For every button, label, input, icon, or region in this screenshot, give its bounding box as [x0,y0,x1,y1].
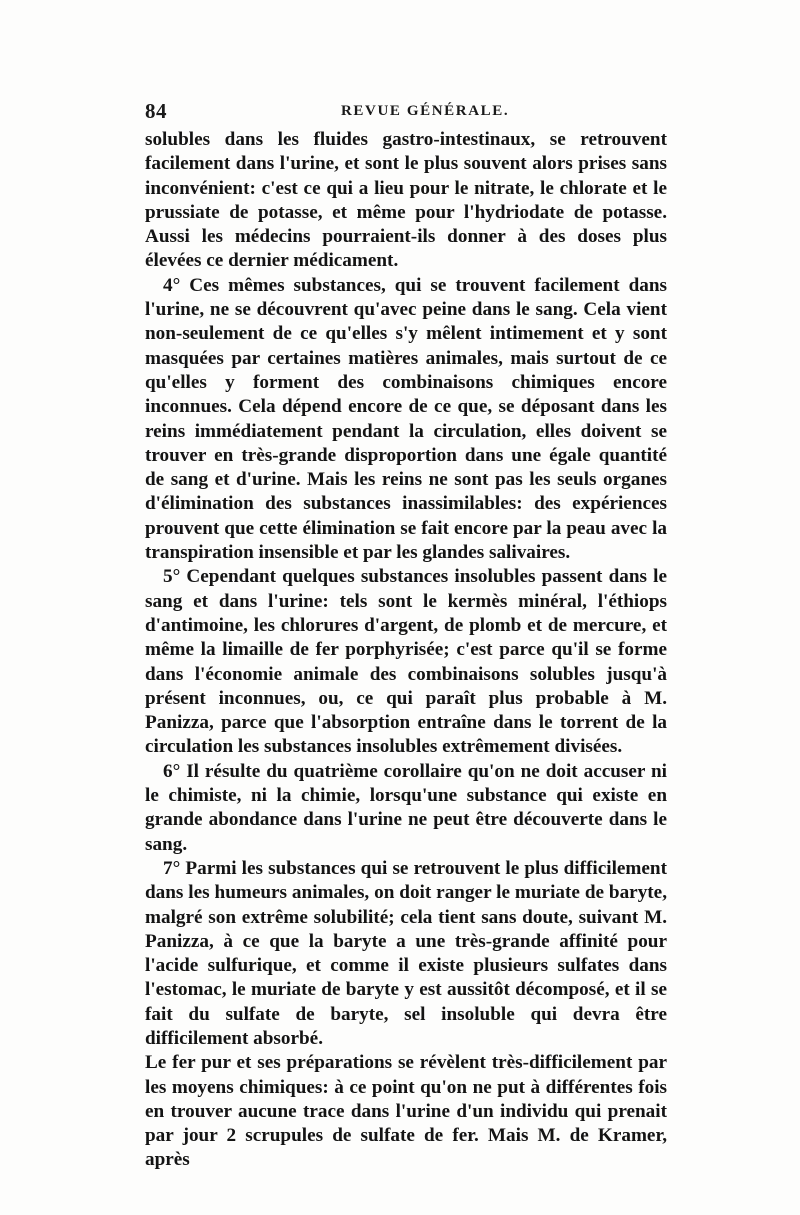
paragraph-iron: Le fer pur et ses préparations se révèlent très-difficilement par les moyens chimiques: à ce point qu'on ne put à différentes fois en trouver aucune trace dans l'urine d'un individu qui prenait par jour 2 scrupules de sulfate de fer. Mais M. de Kramer, après [145,1052,667,1171]
running-title: REVUE GÉNÉRALE. [341,103,510,119]
page-header [145,99,667,125]
paragraph-corollary-6: 6° Il résulte du quatrième corollaire qu'on ne doit accuser ni le chimiste, ni la chimie, lorsqu'une substance qui existe en grande abondance dans l'urine ne peut être découverte dans le sang. [145,760,667,855]
paragraph-continuation: solubles dans les fluides gastro-intestinaux, se retrouvent facilement dans l'urine, et sont le plus souvent alors prises sans inconvénient: c'est ce qui a lieu pour le nitrate, le chlorate et le prussiate de potasse, et même pour l'hydriodate de potasse. Aussi les médecins pourraient-ils donner à des doses plus élevées ce dernier médicament. [145,129,667,272]
paragraph-corollary-4: 4° Ces mêmes substances, qui se trouvent facilement dans l'urine, ne se découvrent qu'avec peine dans le sang. Cela vient non-seulement de ce qu'elles s'y mêlent intimement et y sont masquées par certaines matières animales, mais surtout de ce qu'elles y forment des combinaisons chimiques encore inconnues. Cela dépend encore de ce que, se déposant dans les reins immédiatement pendant la circulation, elles doivent se trouver en très-grande disproportion dans une égale quantité de sang et d'urine. Mais les reins ne sont pas les seuls organes d'élimination des substances inassimilables: des expériences prouvent que cette élimination se fait encore par la peau avec la transpiration insensible et par les glandes salivaires. [145,274,667,564]
paragraph-corollary-7: 7° Parmi les substances qui se retrouvent le plus difficilement dans les humeurs animales, on doit ranger le muriate de baryte, malgré son extrême solubilité; cela tient sans doute, suivant M. Panizza, à ce que la baryte a une très-grande affinité pour l'acide sulfurique, et comme il existe plusieurs sulfates dans l'estomac, le muriate de baryte y est aussitôt décomposé, et il se fait du sulfate de baryte, sel insoluble qui devra être difficilement absorbé. [145,857,667,1049]
page-number: 84 [145,99,167,123]
paragraph-corollary-5: 5° Cependant quelques substances insolubles passent dans le sang et dans l'urine: tels sont le kermès minéral, l'éthiops d'antimoine, les chlorures d'argent, de plomb et de mercure, et même la limaille de fer porphyrisée; c'est parce qu'il se forme dans l'économie animale des combinaisons solubles jusqu'à présent inconnues, ou, ce qui paraît plus probable à M. Panizza, parce que l'absorption entraîne dans le torrent de la circulation les substances insolubles extrêmement divisées. [145,566,667,758]
body-text [145,128,667,1173]
